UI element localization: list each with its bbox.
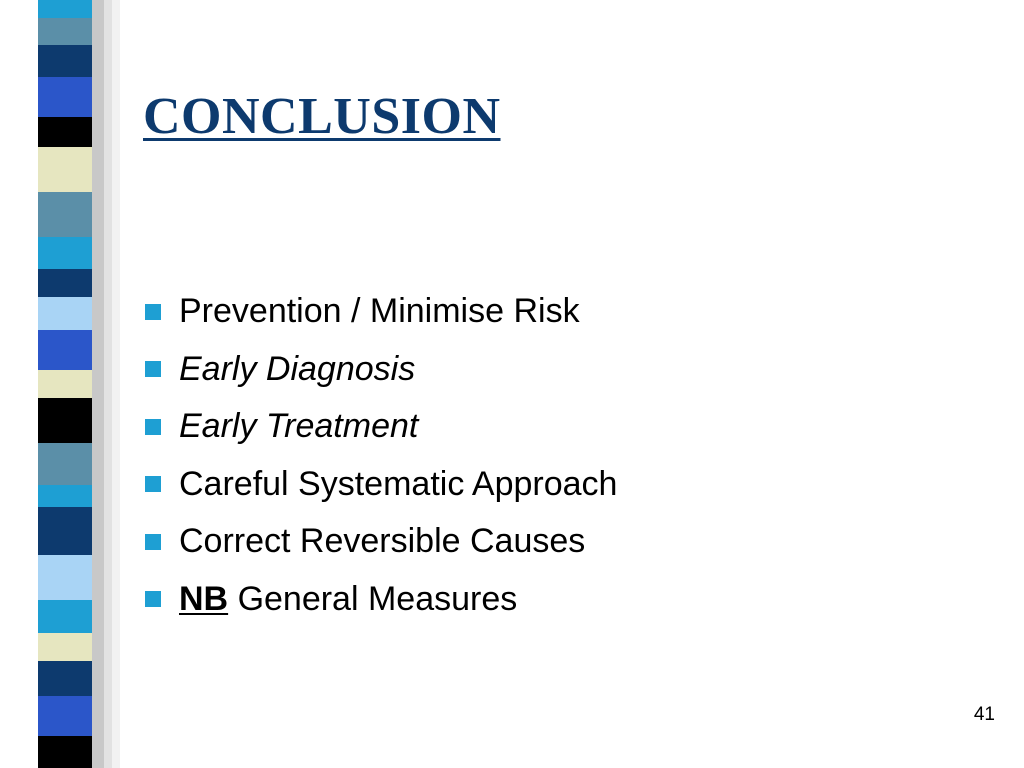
slide-title: CONCLUSION — [143, 88, 501, 145]
bullet-text: Careful Systematic Approach — [179, 464, 618, 503]
bullet-text: Correct Reversible Causes — [179, 522, 586, 561]
square-bullet-icon — [145, 476, 161, 492]
decorative-color-strip — [0, 0, 120, 768]
bullet-text: Prevention / Minimise Risk — [179, 292, 580, 331]
bullet-text-wrapper — [179, 580, 517, 619]
bullet-item-systematic-approach — [143, 456, 617, 514]
square-bullet-icon — [145, 304, 161, 320]
bullet-list — [143, 283, 617, 628]
bullet-item-early-diagnosis — [143, 341, 617, 399]
square-bullet-icon — [145, 591, 161, 607]
page-number: 41 — [973, 704, 995, 725]
bullet-text: General Measures — [237, 579, 518, 618]
bullet-item-early-treatment — [143, 398, 617, 456]
bullet-item-general-measures — [143, 571, 617, 629]
bullet-text: Early Diagnosis — [179, 349, 416, 388]
square-bullet-icon — [145, 419, 161, 435]
bullet-item-prevention — [143, 283, 617, 341]
square-bullet-icon — [145, 361, 161, 377]
nb-emphasis: NB — [179, 579, 229, 618]
square-bullet-icon — [145, 534, 161, 550]
bullet-text: Early Treatment — [179, 407, 419, 446]
bullet-item-reversible-causes — [143, 513, 617, 571]
